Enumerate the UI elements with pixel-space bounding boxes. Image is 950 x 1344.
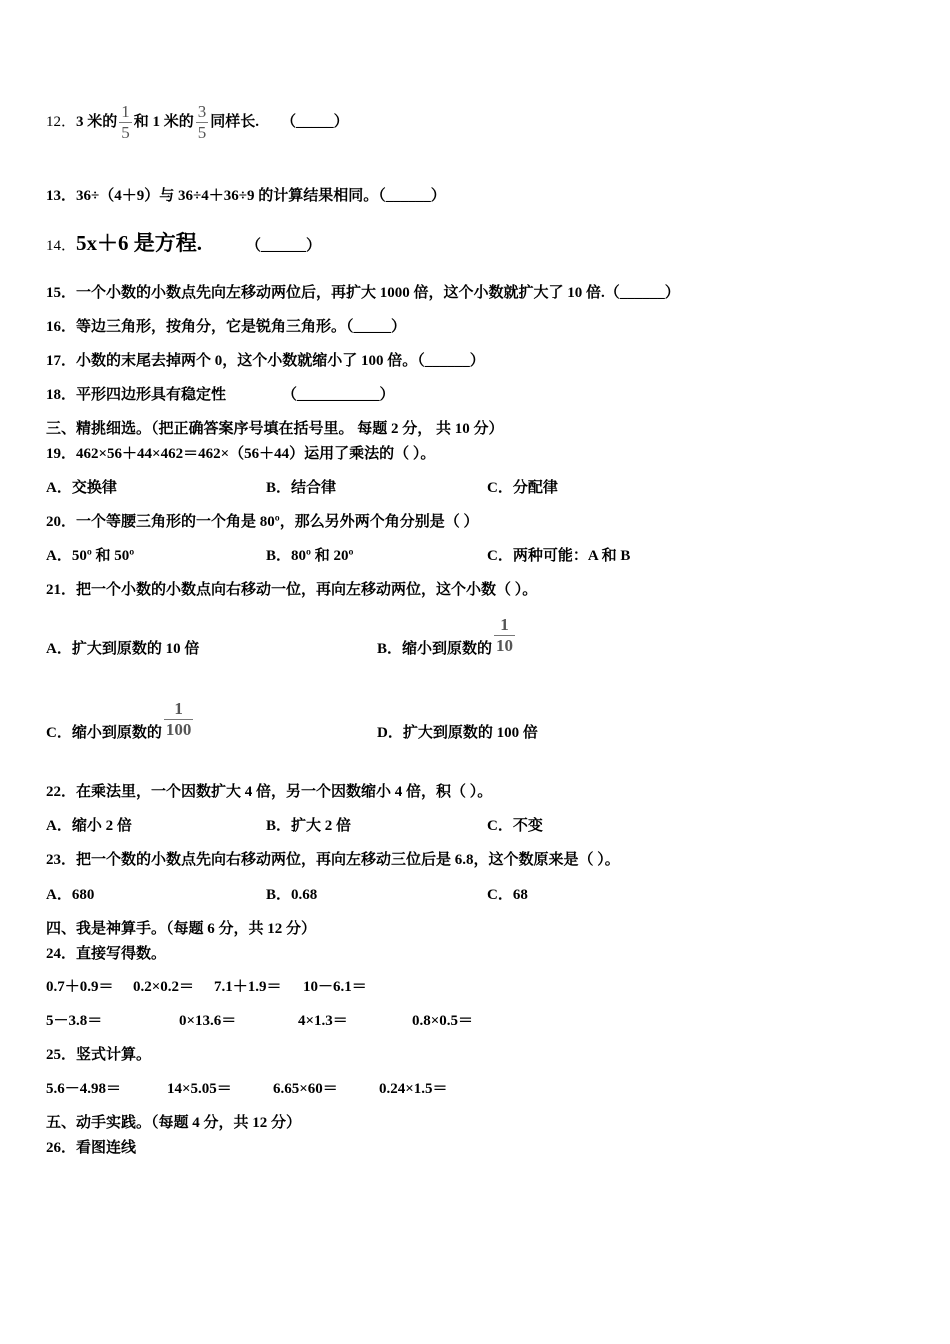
- option-d[interactable]: D．扩大到原数的 100 倍: [377, 725, 538, 741]
- calc-item: 7.1＋1.9＝: [214, 979, 282, 995]
- question-19: 19．462×56＋44×462＝462×（56＋44）运用了乘法的（ ）。: [46, 446, 436, 462]
- section-5-heading: 五、动手实践。（每题 4 分，共 12 分）: [46, 1115, 302, 1131]
- option-c[interactable]: C．分配律: [487, 480, 558, 496]
- question-18: [46, 385, 395, 405]
- question-text-part: 和 1 米的: [133, 113, 194, 130]
- calc-item: 0×13.6＝: [179, 1013, 237, 1029]
- option-a[interactable]: A．680: [46, 887, 95, 903]
- question-text: 18．平形四边形具有稳定性: [46, 387, 227, 403]
- option-b[interactable]: B．80º 和 20º: [266, 548, 354, 564]
- option-text: C．缩小到原数的: [46, 725, 162, 741]
- question-23: 23．把一个数的小数点先向右移动两位，再向左移动三位后是 6.8，这个数原来是（ ）。: [46, 852, 620, 868]
- calc-item: 0.24×1.5＝: [379, 1081, 448, 1097]
- option-c[interactable]: [46, 699, 195, 740]
- question-number: 12．: [46, 113, 77, 130]
- calc-item: 6.65×60＝: [273, 1081, 338, 1097]
- calc-item: 4×1.3＝: [298, 1013, 348, 1029]
- fraction-one-fifth: $\frac{1}{5}$: [121, 102, 130, 142]
- question-14: [46, 230, 321, 259]
- question-text-part: 同样长.: [210, 113, 260, 130]
- option-b[interactable]: [377, 615, 517, 656]
- answer-blank[interactable]: （______）: [246, 238, 322, 254]
- question-number: 14．: [46, 238, 77, 254]
- option-b[interactable]: B．结合律: [266, 480, 337, 496]
- question-15: 15．一个小数的小数点先向左移动两位后，再扩大 1000 倍，这个小数就扩大了 10 倍.（______）: [46, 285, 680, 301]
- calc-item: 14×5.05＝: [167, 1081, 232, 1097]
- option-b[interactable]: B．0.68: [266, 887, 318, 903]
- option-a[interactable]: A．扩大到原数的 10 倍: [46, 641, 200, 657]
- option-text: B．缩小到原数的: [377, 641, 493, 657]
- fraction-one-hundredth: $\frac{1}{100}$: [165, 699, 192, 739]
- option-c[interactable]: C．68: [487, 887, 528, 903]
- question-12: [46, 102, 349, 143]
- option-a[interactable]: A．缩小 2 倍: [46, 818, 132, 834]
- option-a[interactable]: A．交换律: [46, 480, 117, 496]
- question-20: 20．一个等腰三角形的一个角是 80º，那么另外两个角分别是（ ）: [46, 514, 479, 530]
- question-22: 22．在乘法里，一个因数扩大 4 倍，另一个因数缩小 4 倍，积（ ）。: [46, 784, 493, 800]
- question-21: 21．把一个小数的小数点向右移动一位，再向左移动两位，这个小数（ ）。: [46, 582, 538, 598]
- question-24: 24．直接写得数。: [46, 946, 167, 962]
- calc-item: 0.7＋0.9＝: [46, 979, 114, 995]
- fraction-one-tenth: $\frac{1}{10}$: [496, 615, 514, 655]
- fraction-three-fifths: $\frac{3}{5}$: [197, 102, 207, 142]
- equation-expression: 5x＋6 是方程.: [76, 231, 203, 255]
- option-c[interactable]: C．不变: [487, 818, 543, 834]
- question-17: 17．小数的末尾去掉两个 0，这个小数就缩小了 100 倍。（______）: [46, 353, 485, 369]
- option-b[interactable]: B．扩大 2 倍: [266, 818, 352, 834]
- calc-item: 10－6.1＝: [303, 979, 367, 995]
- question-text-part: 3 米的: [76, 113, 118, 130]
- calc-item: 5.6－4.98＝: [46, 1081, 122, 1097]
- question-26: 26．看图连线: [46, 1140, 137, 1156]
- option-c[interactable]: C．两种可能：A 和 B: [487, 548, 631, 564]
- section-4-heading: 四、我是神算手。（每题 6 分，共 12 分）: [46, 921, 317, 937]
- option-a[interactable]: A．50º 和 50º: [46, 548, 135, 564]
- calc-item: 0.8×0.5＝: [412, 1013, 474, 1029]
- question-16: 16．等边三角形，按角分，它是锐角三角形。（_____）: [46, 319, 407, 335]
- calc-item: 5－3.8＝: [46, 1013, 103, 1029]
- answer-blank[interactable]: （_____）: [281, 113, 349, 130]
- calc-item: 0.2×0.2＝: [133, 979, 195, 995]
- answer-blank[interactable]: （___________）: [282, 387, 395, 403]
- question-25: 25．竖式计算。: [46, 1047, 152, 1063]
- question-13: 13．36÷（4＋9）与 36÷4＋36÷9 的计算结果相同。（______）: [46, 188, 446, 204]
- section-3-heading: 三、精挑细选。（把正确答案序号填在括号里。 每题 2 分， 共 10 分）: [46, 421, 504, 437]
